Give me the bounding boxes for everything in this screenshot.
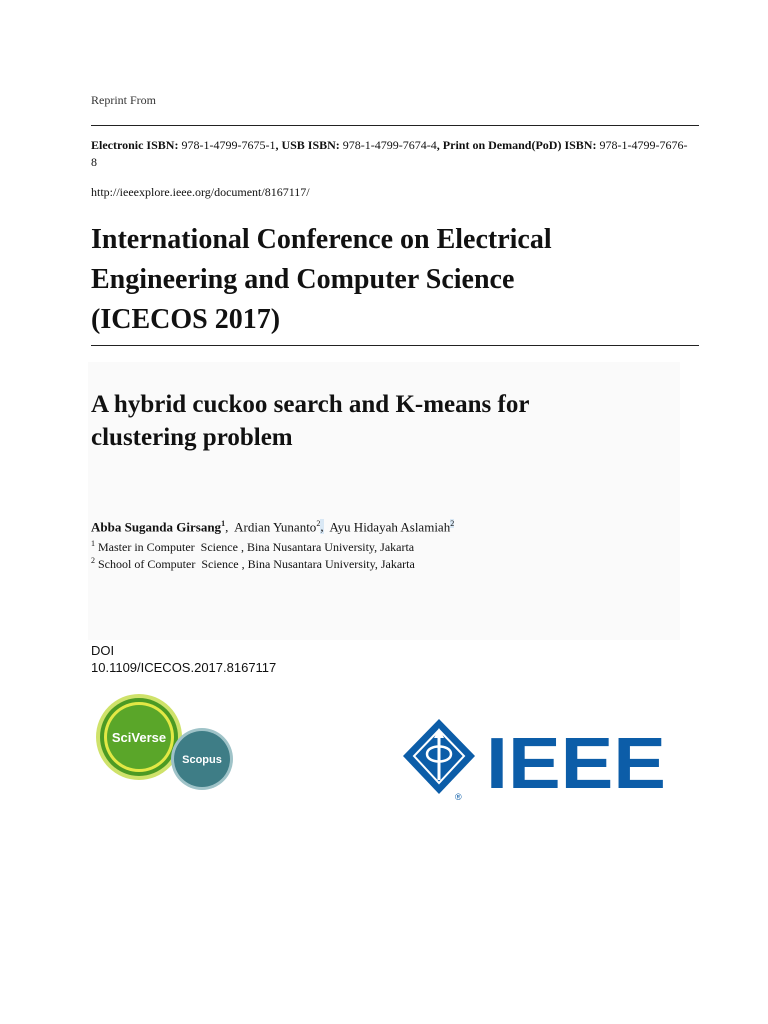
ieee-wordmark: IEEE [486, 724, 666, 802]
conference-title [91, 220, 691, 340]
sciverse-logo-text: SciVerse [111, 730, 167, 745]
affiliation [91, 539, 414, 555]
ieee-diamond-icon [403, 719, 475, 794]
affiliation-sup: 1 [91, 539, 95, 548]
divider-top [91, 125, 699, 126]
author-sup: 1 [221, 519, 226, 528]
doi-value[interactable]: 10.1109/ICECOS.2017.8167117 [91, 660, 277, 675]
reprint-label: Reprint From [91, 93, 156, 107]
conference-title-line: (ICECOS 2017) [91, 304, 281, 335]
scopus-logo-text: Scopus [182, 754, 222, 766]
ieee-registered-mark: ® [455, 792, 462, 802]
author-list: Abba Suganda Girsang$^1$, Ardian Yunanto$^2$, Ayu Hidayah Aslamiah$^2$ [91, 519, 455, 535]
electronic-isbn-label: Electronic ISBN: [91, 138, 179, 152]
affiliation-text: Master in Computer Science , Bina Nusantara University, Jakarta [98, 540, 415, 554]
conference-title-line: Engineering and Computer Science [91, 264, 515, 295]
author-name: Ardian Yunanto [234, 519, 317, 535]
isbn-line [91, 137, 691, 171]
ieee-xplore-link[interactable]: http://ieeexplore.ieee.org/document/8167117/ [91, 185, 310, 199]
affiliation-text: School of Computer Science , Bina Nusantara University, Jakarta [98, 557, 415, 571]
usb-isbn-label: , USB ISBN: [275, 138, 340, 152]
sciverse-scopus-logo [92, 692, 242, 797]
pod-isbn-label: , Print on Demand(PoD) ISBN: [436, 138, 597, 152]
usb-isbn-value: 978-1-4799-7674-4 [339, 138, 437, 152]
author-name: Ayu Hidayah Aslamiah [329, 519, 451, 535]
affiliation [91, 556, 415, 572]
pod-isbn-value: 978-1-4799-7676-8 [91, 138, 688, 169]
conference-title-line: International Conference on Electrical [91, 224, 552, 255]
doi-label: DOI [91, 643, 115, 658]
author-sup: 2 [316, 519, 321, 528]
affiliation-sup: 2 [91, 556, 95, 565]
paper-title-line: A hybrid cuckoo search and K-means for [91, 391, 530, 418]
ieee-logo [402, 716, 672, 802]
paper-title-line: clustering problem [91, 424, 293, 451]
author-sup: 2 [450, 519, 455, 528]
divider-conference [91, 345, 699, 346]
author-name: Abba Suganda Girsang [91, 519, 222, 535]
paper-title [91, 388, 651, 454]
electronic-isbn-value: 978-1-4799-7675-1 [178, 138, 276, 152]
